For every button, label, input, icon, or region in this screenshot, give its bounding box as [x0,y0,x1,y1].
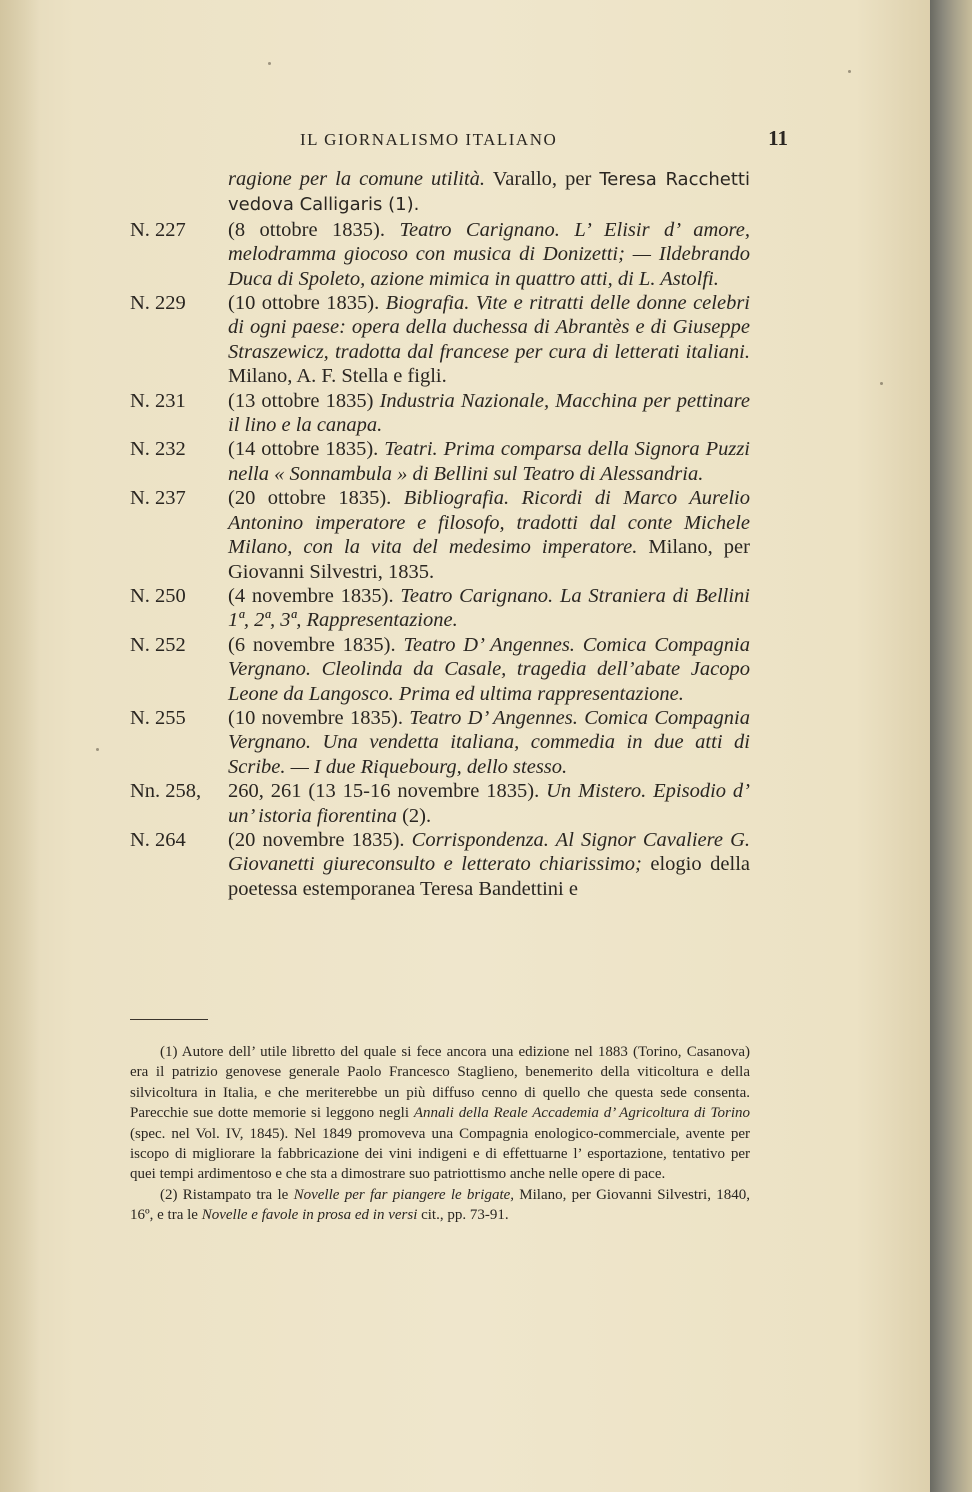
page-gutter [0,0,40,1492]
book-edge [930,0,972,1492]
entry-date: (20 ottobre 1835). [228,487,392,510]
footnote-1-italic: Annali della Reale Accademia d’ Agricoltura di Torino [413,1105,750,1122]
list-item [130,291,750,389]
footnote-2-text-a: (2) Ristampato tra le [160,1186,294,1203]
page-header [130,126,788,156]
list-item [130,706,750,779]
footnote-rule [130,1019,208,1020]
footnote-2-text-b: Milano, per Giovanni Silvestri, 1840, 16º, e tra le [130,1186,750,1224]
footnote-2-italic-2: Novelle e favole in prosa ed in versi [201,1207,418,1224]
issue-number: N. 250 [130,584,186,607]
intro-entry [130,167,750,218]
entry-title: Corrispondenza. Al Signor Cavaliere G. Giovanetti giureconsulto e letterato chiarissimo; [228,828,750,876]
entry-title: Teatro Carignano. L’ Elisir d’ amore, melodramma giocoso con musica di Donizetti; — Ildebrando Duca di Spoleto, azione mimica in quattro atti, di L. Astolfi. [228,218,750,290]
issue-number: N. 237 [130,487,186,510]
entry-title: Bibliografia. Ricordi di Marco Aurelio Antonino imperatore e filosofo, tradotti dal conte Michele Milano, con la vita del medesimo imperatore. [228,487,750,559]
footnote-2 [130,1185,750,1226]
list-item [130,779,750,828]
entry-roman: (2). [396,804,432,827]
entry-date: (6 novembre 1835). [228,633,396,656]
paper-speck [880,382,883,385]
issue-number: N. 232 [130,438,186,461]
intro-italic: ragione per la comune utilità. [228,168,486,190]
issue-number: N. 252 [130,633,186,656]
issue-number: N. 255 [130,706,186,729]
entry-date: (4 novembre 1835). [228,584,394,607]
entry-title: Un Mistero. Episodio d’ un’ istoria fiorentina [228,780,750,827]
list-item [130,486,750,584]
footnote-2-italic-1: Novelle per far piangere le brigate, [293,1186,515,1203]
entry-roman: Milano, A. F. Stella e figli. [228,365,447,388]
entry-date: (10 ottobre 1835). [228,292,380,315]
issue-number: N. 229 [130,292,186,315]
issue-number: N. 231 [130,389,186,412]
page-number: 11 [768,126,788,150]
entry-title: Biografia. Vite e ritratti delle donne celebri di ogni paese: opera della duchessa di Abrantès e di Giuseppe Straszewicz, tradotta dal francese per cura di letterati italiani. [228,292,750,363]
entry-date: (20 novembre 1835). [228,828,405,851]
list-item [130,437,750,486]
issue-number: Nn. 258, [130,780,202,803]
footnote-2-text-c: cit., pp. 73-91. [417,1207,509,1224]
entry-roman: elogio della poetessa estemporanea Teresa Bandettini e [228,853,750,900]
list-item [130,828,750,901]
intro-roman: Varallo, per [485,168,600,190]
footnote-1 [130,1042,750,1185]
footnotes [130,1042,750,1226]
issue-number: N. 264 [130,828,186,851]
entry-title: Teatro D’ Angennes. Comica Compagnia Vergnano. Una vendetta italiana, commedia in due atti di Scribe. — I due Riquebourg, dello stesso. [228,706,750,778]
entry-date: (14 ottobre 1835). [228,438,379,461]
paper-speck [268,62,271,65]
paper-speck [848,70,851,73]
entry-roman: Milano, per Giovanni Silvestri, 1835. [228,536,750,583]
entry-date: (8 ottobre 1835). [228,218,385,241]
entry-title: Teatro D’ Angennes. Comica Compagnia Vergnano. Cleolinda da Casale, tragedia dell’abate Jacopo Leone da Langosco. Prima ed ultima rappresentazione. [228,633,751,705]
list-item [130,633,750,706]
running-title: IL GIORNALISMO ITALIANO [300,130,558,149]
list-item [130,389,750,438]
entry-title: Teatro Carignano. La Straniera di Bellini 1ª, 2ª, 3ª, Rappresentazione. [228,584,750,632]
entry-date: 260, 261 (13 15-16 novembre 1835). [228,780,540,803]
entry-title: Industria Nazionale, Macchina per pettinare il lino e la canapa. [228,389,750,437]
issue-number: N. 227 [130,218,186,241]
list-item [130,218,750,291]
footnote-1-text-a: (1) Autore dell’ utile libretto del quale si fece ancora una edizione nel 1883 (Torino, Casanova) era il patrizio genovese generale Paolo Francesco Staglieno, benemerito della viticoltura e della silvicoltura in Italia, e che meriterebbe un più diffuso cenno di quello che questa sede consenta. Parecchie sue dotte memorie si leggono negli [130,1044,750,1122]
entry-date: (10 novembre 1835). [228,706,403,729]
list-item [130,584,750,633]
entry-title: Teatri. Prima comparsa della Signora Puzzi nella « Sonnambula » di Bellini sul Teatro di Alessandria. [228,438,750,485]
paper-speck [96,748,99,751]
footnote-1-text-b: (spec. nel Vol. IV, 1845). Nel 1849 promoveva una Compagnia enologico-commerciale, avente per iscopo di migliorare la fabbricazione dei vini indigeni e di effettuarne l’ esportazione, tentativo per quei tempi ardimentoso e che sta a dimostrare suo patriottismo anche nelle opere di pace. [130,1125,750,1183]
intro-sans: Teresa Racchetti vedova Calligaris (1). [228,169,750,216]
entry-date: (13 ottobre 1835) [228,389,374,412]
main-text [130,167,750,901]
